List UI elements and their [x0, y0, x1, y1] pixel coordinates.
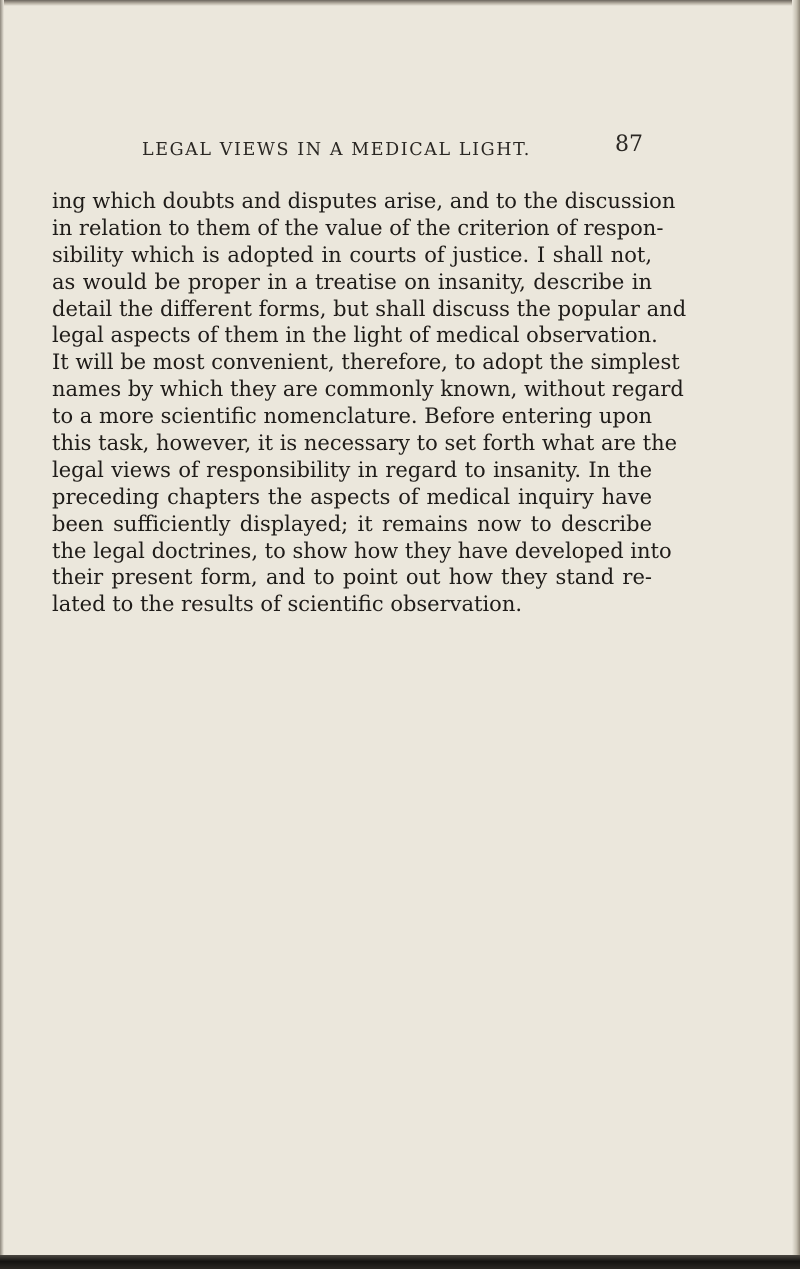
text-line: as would be proper in a treatise on insanity, describe in	[52, 269, 652, 294]
page-header	[0, 132, 800, 172]
text-line: sibility which is adopted in courts of justice. I shall not,	[52, 242, 652, 267]
text-line: preceding chapters the aspects of medical inquiry have	[52, 484, 652, 509]
text-line: been sufficiently displayed; it remains now to describe	[52, 511, 652, 536]
text-line: It will be most convenient, therefore, to adopt the simplest	[52, 350, 680, 375]
page-number: 87	[615, 132, 643, 157]
page-right-edge	[792, 0, 800, 1269]
page-bottom-edge	[0, 1255, 800, 1269]
text-line: to a more scientific nomenclature. Before entering upon	[52, 404, 653, 429]
text-line: lated to the results of scientific observation.	[52, 592, 523, 617]
text-line: names by which they are commonly known, without regard	[52, 377, 684, 402]
text-line: legal aspects of them in the light of medical observation.	[52, 323, 658, 348]
running-title: LEGAL VIEWS IN A MEDICAL LIGHT.	[142, 140, 531, 160]
body-paragraph	[52, 188, 687, 618]
text-line: their present form, and to point out how they stand re-	[52, 565, 652, 590]
text-line: this task, however, it is necessary to set forth what are the	[52, 431, 678, 456]
text-line: detail the different forms, but shall discuss the popular and	[52, 296, 687, 321]
text-line: legal views of responsibility in regard to insanity. In the	[52, 457, 652, 482]
text-line: in relation to them of the value of the criterion of respon-	[52, 215, 664, 240]
page-left-shadow	[0, 0, 4, 1269]
text-line: the legal doctrines, to show how they have developed into	[52, 538, 672, 563]
page-top-edge	[0, 0, 800, 6]
text-line: ing which doubts and disputes arise, and to the discussion	[52, 189, 676, 213]
